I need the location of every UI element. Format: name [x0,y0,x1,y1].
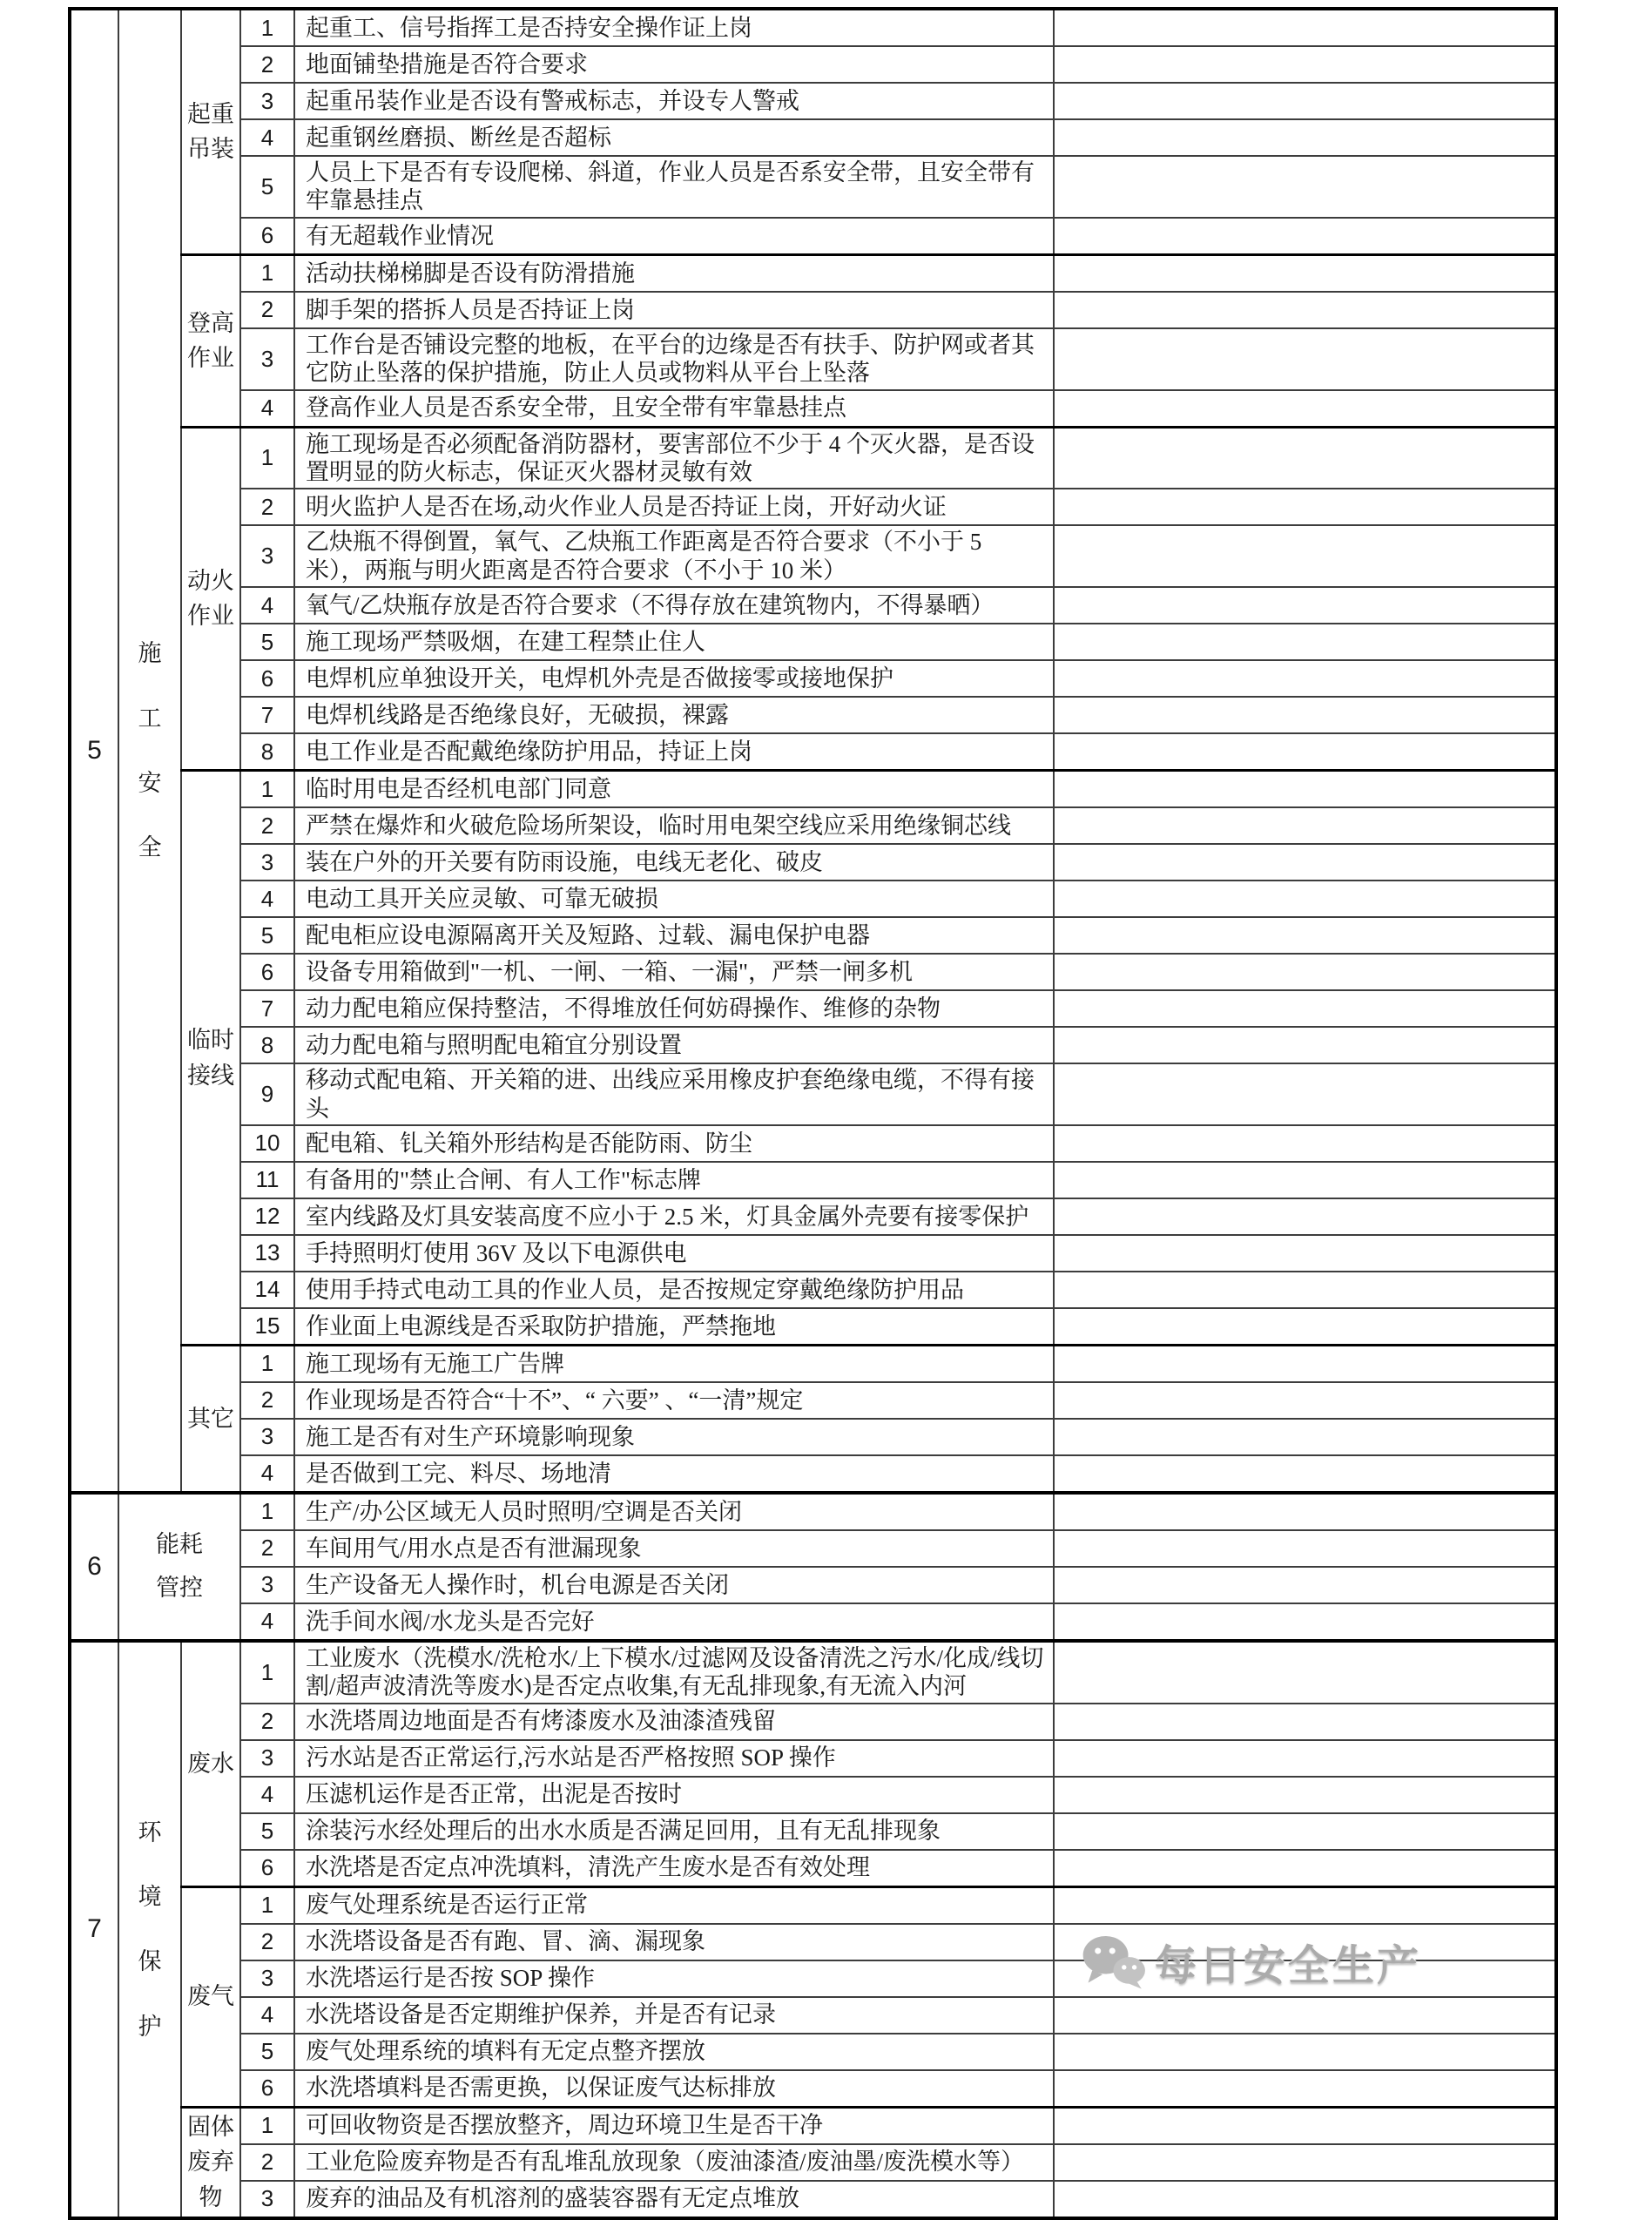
result-cell [1054,1960,1556,1997]
result-cell [1054,1125,1556,1162]
checklist-row [70,1382,1556,1419]
safety-checklist-table [68,7,1558,2220]
item-description: 登高作业人员是否系安全带，且安全带有牢靠悬挂点 [294,390,1054,428]
item-description: 配电箱、钆关箱外形结构是否能防雨、防尘 [294,1125,1054,1162]
result-cell [1054,254,1556,292]
item-number: 2 [240,46,294,83]
item-description: 起重工、信号指挥工是否持安全操作证上岗 [294,9,1054,46]
item-description: 涂装污水经处理后的出水水质是否满足回用，且有无乱排现象 [294,1813,1054,1850]
result-cell [1054,1455,1556,1493]
subcategory-label-line: 临时 [187,1027,234,1054]
result-cell [1054,1641,1556,1704]
item-description: 电动工具开关应灵敏、可靠无破损 [294,881,1054,917]
item-description: 可回收物资是否摆放整齐，周边环境卫生是否干净 [294,2107,1054,2144]
item-number: 3 [240,1740,294,1777]
checklist-row [70,1924,1556,1960]
subcategory-label-line: 固体 [187,2113,234,2140]
result-cell [1054,1198,1556,1235]
item-description: 水洗塔是否定点冲洗填料，清洗产生废水是否有效处理 [294,1850,1054,1887]
checklist-row [70,1455,1556,1493]
result-cell [1054,2144,1556,2181]
item-description: 作业现场是否符合“十不”、“ 六要” 、“一清”规定 [294,1382,1054,1419]
subcategory-label-line: 接线 [187,1062,234,1089]
checklist-row [70,624,1556,660]
result-cell [1054,1777,1556,1813]
item-description: 起重钢丝磨损、断丝是否超标 [294,119,1054,156]
item-description: 移动式配电箱、开关箱的进、出线应采用橡皮护套绝缘电缆，不得有接头 [294,1063,1054,1125]
subcategory-label-line: 废水 [187,1751,234,1778]
checklist-row [70,990,1556,1027]
item-number: 3 [240,844,294,881]
item-number: 4 [240,1603,294,1641]
checklist-row [70,1740,1556,1777]
result-cell [1054,954,1556,990]
item-number: 1 [240,1641,294,1704]
item-number: 2 [240,1924,294,1960]
checklist-row [70,844,1556,881]
checklist-row [70,2181,1556,2218]
item-number: 8 [240,733,294,771]
result-cell [1054,525,1556,587]
item-number: 6 [240,660,294,697]
item-description: 脚手架的搭拆人员是否持证上岗 [294,292,1054,328]
item-description: 废气处理系统的填料有无定点整齐摆放 [294,2034,1054,2070]
item-number: 5 [240,2034,294,2070]
item-number: 6 [240,954,294,990]
item-number: 12 [240,1198,294,1235]
checklist-row [70,1063,1556,1125]
item-description: 设备专用箱做到"一机、一闸、一箱、一漏"，严禁一闸多机 [294,954,1054,990]
category-label-line: 能耗 [156,1530,203,1557]
category-label [118,9,181,1493]
item-number: 6 [240,218,294,255]
checklist-row [70,1530,1556,1567]
item-description: 生产设备无人操作时，机台电源是否关闭 [294,1567,1054,1603]
result-cell [1054,624,1556,660]
result-cell [1054,881,1556,917]
subcategory-label-line: 吊装 [187,136,234,163]
checklist-row [70,771,1556,808]
checklist-row [70,1603,1556,1641]
item-number: 3 [240,525,294,587]
checklist-row [70,1235,1556,1272]
category-label-line: 护 [138,2013,162,2040]
item-number: 4 [240,119,294,156]
checklist-row [70,1493,1556,1530]
item-description: 废气处理系统是否运行正常 [294,1886,1054,1924]
checklist-row [70,119,1556,156]
item-number: 3 [240,1567,294,1603]
item-number: 7 [240,697,294,733]
item-description: 装在户外的开关要有防雨设施，电线无老化、破皮 [294,844,1054,881]
category-label-line: 全 [138,834,162,861]
subcategory-label [181,1345,240,1493]
item-description: 水洗塔周边地面是否有烤漆废水及油漆渣残留 [294,1704,1054,1740]
result-cell [1054,844,1556,881]
item-number: 1 [240,9,294,46]
result-cell [1054,218,1556,255]
checklist-row [70,1777,1556,1813]
checklist-row [70,156,1556,218]
item-description: 地面铺垫措施是否符合要求 [294,46,1054,83]
checklist-row [70,1027,1556,1063]
item-description: 电焊机线路是否绝缘良好，无破损，裸露 [294,697,1054,733]
item-description: 活动扶梯梯脚是否设有防滑措施 [294,254,1054,292]
checklist-row [70,1345,1556,1382]
category-label-line: 施 [138,640,162,667]
checklist-row [70,489,1556,525]
item-description: 压滤机运作是否正常，出泥是否按时 [294,1777,1054,1813]
subcategory-label [181,1641,240,1886]
checklist-row [70,1997,1556,2034]
result-cell [1054,1308,1556,1346]
subcategory-label-line: 废气 [187,1983,234,2010]
subcategory-label-line: 其它 [187,1405,234,1432]
item-number: 14 [240,1272,294,1308]
result-cell [1054,1740,1556,1777]
item-number: 1 [240,771,294,808]
subcategory-label [181,2107,240,2218]
item-description: 动力配电箱应保持整洁，不得堆放任何妨碍操作、维修的杂物 [294,990,1054,1027]
result-cell [1054,807,1556,844]
result-cell [1054,2107,1556,2144]
item-description: 工业危险废弃物是否有乱堆乱放现象（废油漆渣/废油墨/废洗模水等） [294,2144,1054,2181]
item-number: 15 [240,1308,294,1346]
item-number: 3 [240,83,294,119]
item-description: 电焊机应单独设开关，电焊机外壳是否做接零或接地保护 [294,660,1054,697]
checklist-row [70,1886,1556,1924]
item-description: 氧气/乙炔瓶存放是否符合要求（不得存放在建筑物内，不得暴晒） [294,587,1054,624]
item-description: 洗手间水阀/水龙头是否完好 [294,1603,1054,1641]
subcategory-label-line: 废弃 [187,2149,234,2176]
item-description: 施工现场是否必须配备消防器材，要害部位不少于 4 个灭火器，是否设置明显的防火标志，保证灭火器材灵敏有效 [294,427,1054,489]
item-number: 3 [240,2181,294,2218]
item-description: 施工现场严禁吸烟，在建工程禁止住人 [294,624,1054,660]
item-number: 6 [240,1850,294,1887]
section-number: 7 [70,1641,118,2218]
item-description: 废弃的油品及有机溶剂的盛装容器有无定点堆放 [294,2181,1054,2218]
checklist-row [70,218,1556,255]
item-description: 使用手持式电动工具的作业人员，是否按规定穿戴绝缘防护用品 [294,1272,1054,1308]
item-number: 7 [240,990,294,1027]
checklist-row [70,292,1556,328]
checklist-row [70,697,1556,733]
item-number: 9 [240,1063,294,1125]
result-cell [1054,587,1556,624]
checklist-row [70,2034,1556,2070]
checklist-row [70,1198,1556,1235]
category-label-line: 环 [138,1819,162,1846]
item-number: 1 [240,254,294,292]
item-description: 工作台是否铺设完整的地板，在平台的边缘是否有扶手、防护网或者其它防止坠落的保护措施，防止人员或物料从平台上坠落 [294,328,1054,390]
checklist-row [70,390,1556,428]
item-number: 1 [240,427,294,489]
item-number: 4 [240,1777,294,1813]
subcategory-label [181,254,240,427]
checklist-row [70,46,1556,83]
result-cell [1054,660,1556,697]
result-cell [1054,1924,1556,1960]
item-number: 3 [240,1960,294,1997]
item-description: 生产/办公区域无人员时照明/空调是否关闭 [294,1493,1054,1530]
result-cell [1054,1419,1556,1455]
item-number: 4 [240,881,294,917]
category-label [118,1641,181,2218]
item-description: 作业面上电源线是否采取防护措施，严禁拖地 [294,1308,1054,1346]
checklist-row [70,427,1556,489]
category-label-line: 保 [138,1948,162,1975]
item-number: 2 [240,1382,294,1419]
item-number: 2 [240,807,294,844]
subcategory-label-line: 动火 [187,567,234,594]
item-number: 5 [240,156,294,218]
section-number: 6 [70,1493,118,1641]
checklist-row [70,1272,1556,1308]
result-cell [1054,328,1556,390]
checklist-row [70,881,1556,917]
subcategory-label-line: 物 [199,2183,223,2210]
result-cell [1054,1493,1556,1530]
checklist-row [70,2107,1556,2144]
checklist-row [70,587,1556,624]
checklist-row [70,83,1556,119]
item-number: 1 [240,2107,294,2144]
item-description: 手持照明灯使用 36V 及以下电源供电 [294,1235,1054,1272]
checklist-row [70,1308,1556,1346]
item-number: 2 [240,1704,294,1740]
result-cell [1054,2181,1556,2218]
item-description: 车间用气/用水点是否有泄漏现象 [294,1530,1054,1567]
item-number: 5 [240,1813,294,1850]
item-number: 5 [240,624,294,660]
result-cell [1054,1567,1556,1603]
item-number: 8 [240,1027,294,1063]
result-cell [1054,1530,1556,1567]
item-description: 配电柜应设电源隔离开关及短路、过载、漏电保护电器 [294,917,1054,954]
item-number: 6 [240,2070,294,2108]
item-description: 人员上下是否有专设爬梯、斜道，作业人员是否系安全带，且安全带有牢靠悬挂点 [294,156,1054,218]
item-number: 13 [240,1235,294,1272]
result-cell [1054,292,1556,328]
result-cell [1054,390,1556,428]
item-description: 污水站是否正常运行,污水站是否严格按照 SOP 操作 [294,1740,1054,1777]
checklist-row [70,328,1556,390]
subcategory-label-line: 作业 [187,603,234,630]
item-description: 水洗塔运行是否按 SOP 操作 [294,1960,1054,1997]
result-cell [1054,1704,1556,1740]
result-cell [1054,990,1556,1027]
item-number: 4 [240,1455,294,1493]
item-description: 乙炔瓶不得倒置，氧气、乙炔瓶工作距离是否符合要求（不小于 5 米），两瓶与明火距离是否符合要求（不小于 10 米） [294,525,1054,587]
checklist-row [70,1960,1556,1997]
checklist-row [70,2144,1556,2181]
item-description: 明火监护人是否在场,动火作业人员是否持证上岗，开好动火证 [294,489,1054,525]
item-description: 有备用的"禁止合闸、有人工作"标志牌 [294,1162,1054,1198]
item-description: 严禁在爆炸和火破危险场所架设，临时用电架空线应采用绝缘铜芯线 [294,807,1054,844]
item-description: 水洗塔设备是否有跑、冒、滴、漏现象 [294,1924,1054,1960]
checklist-row [70,254,1556,292]
checklist-row [70,9,1556,46]
result-cell [1054,1382,1556,1419]
category-label-line: 境 [138,1884,162,1911]
checklist-row [70,807,1556,844]
result-cell [1054,2034,1556,2070]
category-label-line: 工 [138,705,162,732]
item-number: 3 [240,1419,294,1455]
item-number: 3 [240,328,294,390]
checklist-row [70,1567,1556,1603]
item-number: 2 [240,292,294,328]
section-number: 5 [70,9,118,1493]
item-number: 1 [240,1886,294,1924]
subcategory-label-line: 登高 [187,309,234,336]
category-label-line: 管控 [156,1574,203,1601]
checklist-row [70,660,1556,697]
item-description: 工业废水（洗模水/洗枪水/上下模水/过滤网及设备清洗之污水/化成/线切割/超声波清洗等废水)是否定点收集,有无乱排现象,有无流入内河 [294,1641,1054,1704]
checklist-table-body [70,9,1556,2218]
item-description: 动力配电箱与照明配电箱宜分别设置 [294,1027,1054,1063]
result-cell [1054,119,1556,156]
result-cell [1054,1603,1556,1641]
item-description: 是否做到工完、料尽、场地清 [294,1455,1054,1493]
result-cell [1054,1162,1556,1198]
result-cell [1054,2070,1556,2108]
result-cell [1054,1345,1556,1382]
subcategory-label [181,771,240,1346]
checklist-row [70,1419,1556,1455]
item-number: 1 [240,1345,294,1382]
result-cell [1054,46,1556,83]
checklist-row [70,525,1556,587]
result-cell [1054,156,1556,218]
item-description: 施工现场有无施工广告牌 [294,1345,1054,1382]
checklist-row [70,1704,1556,1740]
watermark-text: 每日安全生产 [1155,1943,1422,1989]
item-description: 起重吊装作业是否设有警戒标志，并设专人警戒 [294,83,1054,119]
checklist-row [70,1813,1556,1850]
item-description: 有无超载作业情况 [294,218,1054,255]
result-cell [1054,1272,1556,1308]
result-cell [1054,733,1556,771]
result-cell [1054,1813,1556,1850]
item-number: 10 [240,1125,294,1162]
checklist-row [70,1125,1556,1162]
subcategory-label-line: 作业 [187,345,234,372]
result-cell [1054,917,1556,954]
item-number: 2 [240,2144,294,2181]
checklist-row [70,1850,1556,1887]
result-cell [1054,1997,1556,2034]
item-number: 4 [240,587,294,624]
item-number: 4 [240,1997,294,2034]
result-cell [1054,489,1556,525]
result-cell [1054,1235,1556,1272]
item-description: 临时用电是否经机电部门同意 [294,771,1054,808]
checklist-row [70,954,1556,990]
result-cell [1054,1850,1556,1887]
item-description: 电工作业是否配戴绝缘防护用品，持证上岗 [294,733,1054,771]
item-description: 室内线路及灯具安装高度不应小于 2.5 米，灯具金属外壳要有接零保护 [294,1198,1054,1235]
item-number: 5 [240,917,294,954]
item-number: 11 [240,1162,294,1198]
result-cell [1054,9,1556,46]
subcategory-label [181,427,240,771]
item-number: 4 [240,390,294,428]
item-number: 2 [240,1530,294,1567]
result-cell [1054,427,1556,489]
checklist-row [70,733,1556,771]
subcategory-label [181,9,240,254]
result-cell [1054,1027,1556,1063]
result-cell [1054,1063,1556,1125]
result-cell [1054,1886,1556,1924]
checklist-row [70,1162,1556,1198]
checklist-row [70,917,1556,954]
result-cell [1054,771,1556,808]
checklist-row [70,2070,1556,2108]
item-description: 水洗塔设备是否定期维护保养，并是否有记录 [294,1997,1054,2034]
item-number: 2 [240,489,294,525]
subcategory-label [181,1886,240,2107]
subcategory-label-line: 起重 [187,100,234,127]
item-description: 水洗塔填料是否需更换，以保证废气达标排放 [294,2070,1054,2108]
category-label [118,1493,240,1641]
result-cell [1054,83,1556,119]
category-label-line: 安 [138,769,162,796]
item-number: 1 [240,1493,294,1530]
item-description: 施工是否有对生产环境影响现象 [294,1419,1054,1455]
result-cell [1054,697,1556,733]
checklist-row [70,1641,1556,1704]
